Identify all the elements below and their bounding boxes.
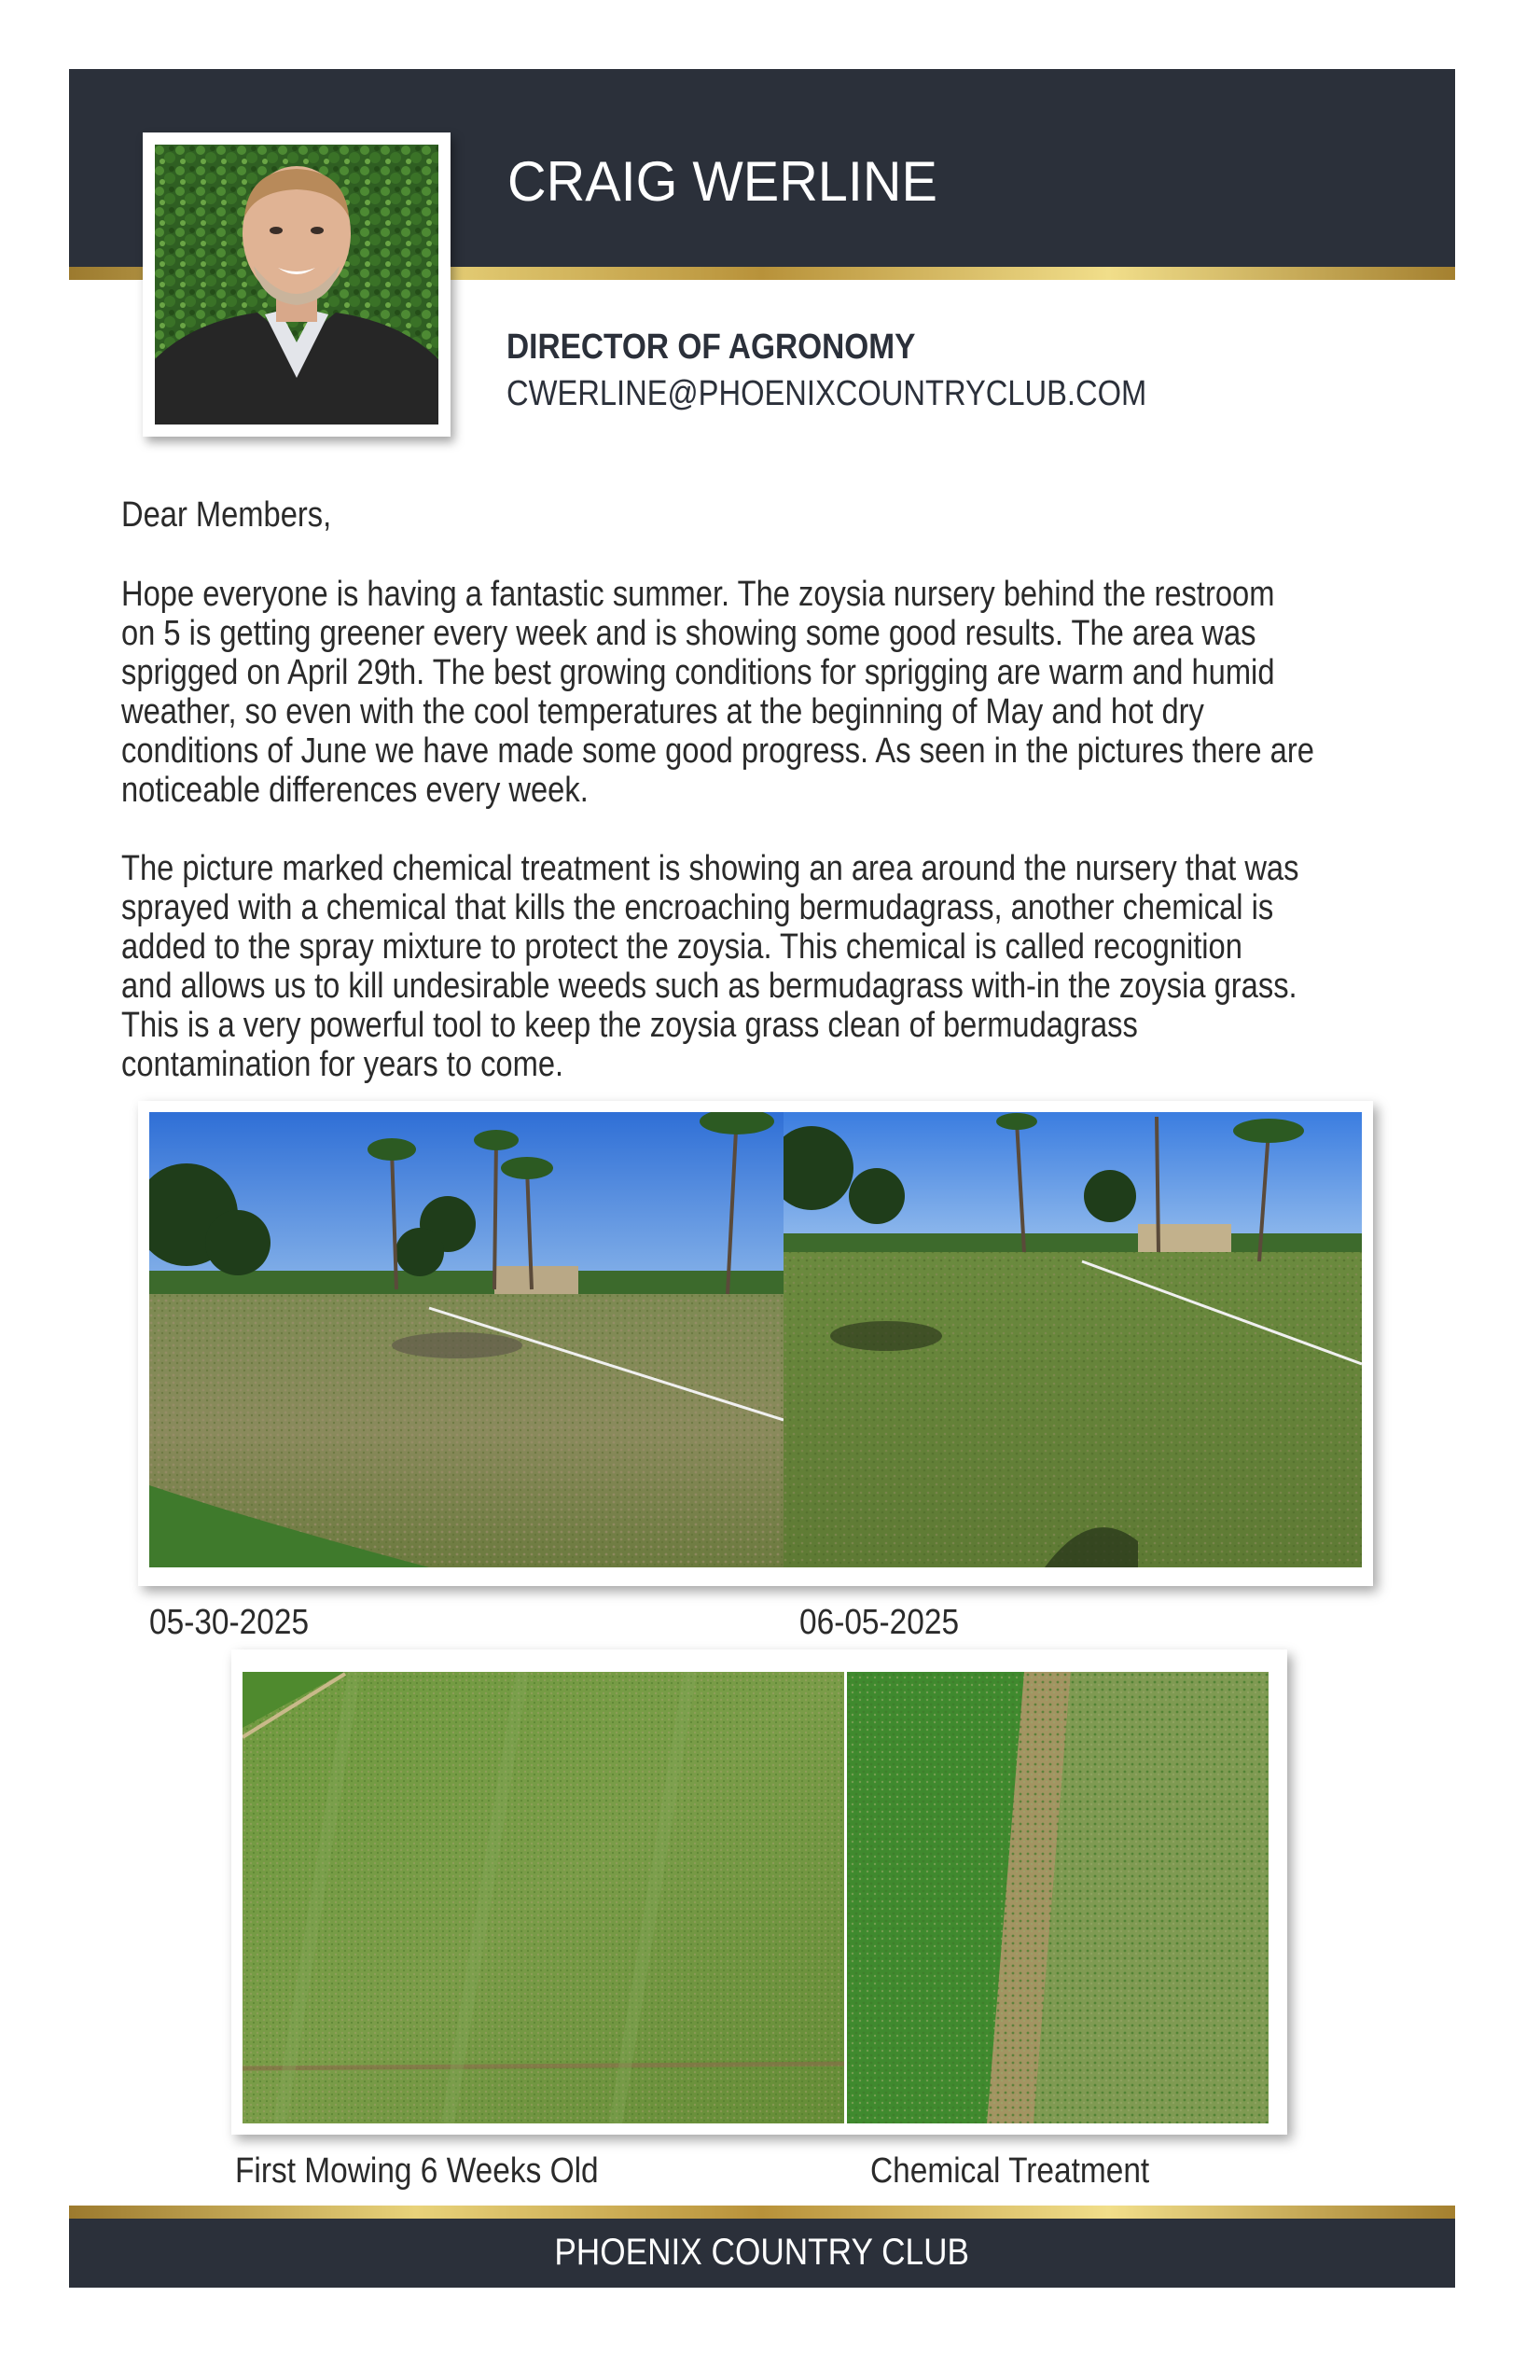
footer-gold-rule bbox=[69, 2206, 1455, 2219]
paragraph-line: sprigged on April 29th. The best growing conditions for sprigging are warm and humid bbox=[121, 653, 1275, 692]
paragraph-line: noticeable differences every week. bbox=[121, 771, 589, 810]
paragraph-line: weather, so even with the cool temperatures at the beginning of May and hot dry bbox=[121, 692, 1204, 731]
paragraph-line: and allows us to kill undesirable weeds such as bermudagrass with-in the zoysia grass. bbox=[121, 967, 1297, 1006]
footer-club-name bbox=[69, 2232, 1455, 2274]
caption-photo-2: 06-05-2025 bbox=[799, 1603, 960, 1642]
caption-photo-3: First Mowing 6 Weeks Old bbox=[235, 2151, 599, 2191]
portrait-frame bbox=[143, 132, 451, 437]
paragraph-line: sprayed with a chemical that kills the encroaching bermudagrass, another chemical is bbox=[121, 888, 1274, 927]
photo-nursery-0530 bbox=[149, 1112, 784, 1567]
paragraph-line: Hope everyone is having a fantastic summer. The zoysia nursery behind the restroom bbox=[121, 575, 1275, 614]
paragraph-line: The picture marked chemical treatment is showing an area around the nursery that was bbox=[121, 849, 1299, 888]
paragraph-line: conditions of June we have made some good progress. As seen in the pictures there are bbox=[121, 731, 1314, 771]
footer-band bbox=[69, 2219, 1455, 2288]
letter-paragraph-1 bbox=[121, 575, 1436, 810]
nursery-landscape-image bbox=[149, 1112, 784, 1567]
paragraph-line: on 5 is getting greener every week and is showing some good results. The area was bbox=[121, 614, 1256, 653]
footer-club-name-text: PHOENIX COUNTRY CLUB bbox=[554, 2232, 970, 2273]
treated-turf-image bbox=[847, 1672, 1269, 2123]
nursery-landscape-image bbox=[784, 1112, 1362, 1567]
portrait-illustration bbox=[155, 145, 438, 425]
caption-photo-1: 05-30-2025 bbox=[149, 1603, 310, 1642]
letter-paragraph-2 bbox=[121, 849, 1436, 1084]
portrait-photo bbox=[155, 145, 438, 425]
photo-chemical-treatment bbox=[847, 1672, 1269, 2123]
paragraph-line: contamination for years to come. bbox=[121, 1045, 564, 1084]
mowed-turf-image bbox=[243, 1672, 844, 2123]
caption-photo-4: Chemical Treatment bbox=[870, 2151, 1150, 2191]
photo-nursery-0605 bbox=[784, 1112, 1362, 1567]
letter-salutation: Dear Members, bbox=[121, 495, 332, 535]
photo-set-bottom bbox=[231, 1649, 1287, 2135]
staff-name: CRAIG WERLINE bbox=[507, 150, 937, 213]
paragraph-line: This is a very powerful tool to keep the zoysia grass clean of bermudagrass bbox=[121, 1006, 1138, 1045]
staff-title: DIRECTOR OF AGRONOMY bbox=[506, 327, 916, 367]
photo-first-mowing bbox=[243, 1672, 844, 2123]
paragraph-line: added to the spray mixture to protect the zoysia. This chemical is called recognition bbox=[121, 927, 1242, 967]
photo-set-top bbox=[138, 1101, 1373, 1586]
staff-email[interactable]: CWERLINE@PHOENIXCOUNTRYCLUB.COM bbox=[506, 374, 1147, 413]
